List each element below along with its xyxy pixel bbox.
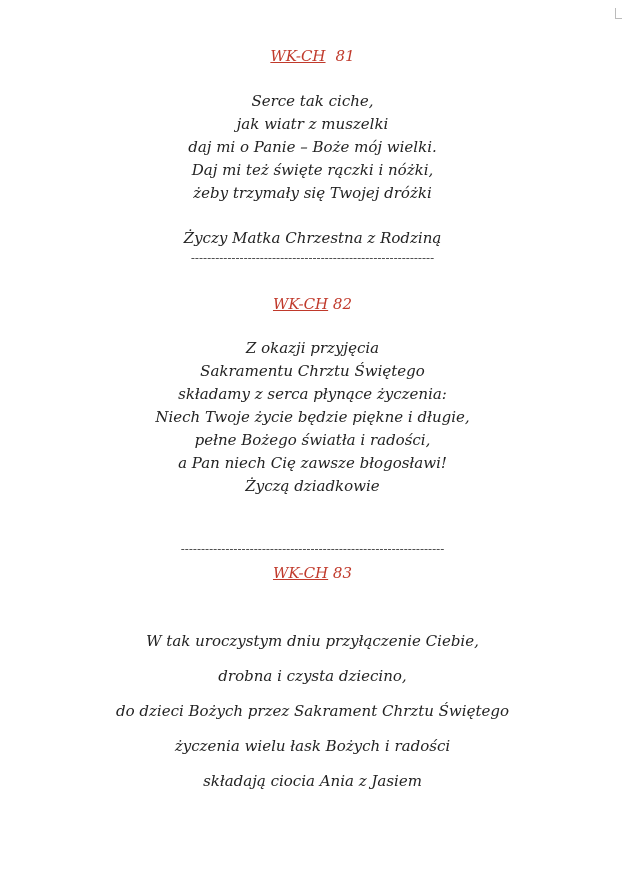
verse-line: Sakramentu Chrztu Świętego — [200, 362, 425, 380]
entry-81-number: 81 — [335, 47, 355, 65]
entry-81-heading — [0, 47, 625, 65]
entry-81-signature: Życzy Matka Chrzestna z Rodziną — [183, 229, 442, 247]
verse-line: jak wiatr z muszelki — [236, 115, 389, 133]
verse-line: pełne Bożego światła i radości, — [194, 431, 431, 449]
entry-82-heading — [0, 295, 625, 313]
entry-81-verse — [0, 90, 625, 205]
verse-line: życzenia wielu łask Bożych i radości — [174, 737, 451, 755]
verse-line: Niech Twoje życie będzie piękne i długie, — [155, 408, 470, 426]
verse-line: Życzą dziadkowie — [245, 477, 380, 495]
entry-83-heading — [0, 564, 625, 582]
verse-line: składamy z serca płynące życzenia: — [178, 385, 447, 403]
verse-line: daj mi o Panie – Boże mój wielki. — [188, 138, 437, 156]
verse-line: W tak uroczystym dniu przyłączenie Ciebie, — [146, 632, 479, 650]
divider-line: ----------------------------------------------------------------- — [180, 542, 445, 556]
entry-81-code: WK-CH — [270, 47, 326, 65]
entry-82-verse — [0, 337, 625, 498]
page-corner-mark — [615, 8, 622, 19]
divider-line: ------------------------------------------------------------ — [190, 251, 435, 265]
entry-83-number: 83 — [332, 564, 353, 582]
entry-83-verse — [0, 624, 625, 799]
verse-line: Daj mi też święte rączki i nóżki, — [191, 161, 434, 179]
entry-83-code: WK-CH — [272, 564, 329, 582]
entry-82-number: 82 — [332, 295, 353, 313]
verse-line: Serce tak ciche, — [251, 92, 374, 110]
verse-line: Z okazji przyjęcia — [245, 339, 380, 357]
verse-line: drobna i czysta dziecino, — [218, 667, 407, 685]
entry-82-code: WK-CH — [272, 295, 329, 313]
verse-line: żeby trzymały się Twojej dróżki — [193, 184, 432, 202]
verse-line: składają ciocia Ania z Jasiem — [203, 772, 422, 790]
verse-line: a Pan niech Cię zawsze błogosławi! — [178, 454, 447, 472]
verse-line: do dzieci Bożych przez Sakrament Chrztu Świętego — [115, 702, 509, 720]
